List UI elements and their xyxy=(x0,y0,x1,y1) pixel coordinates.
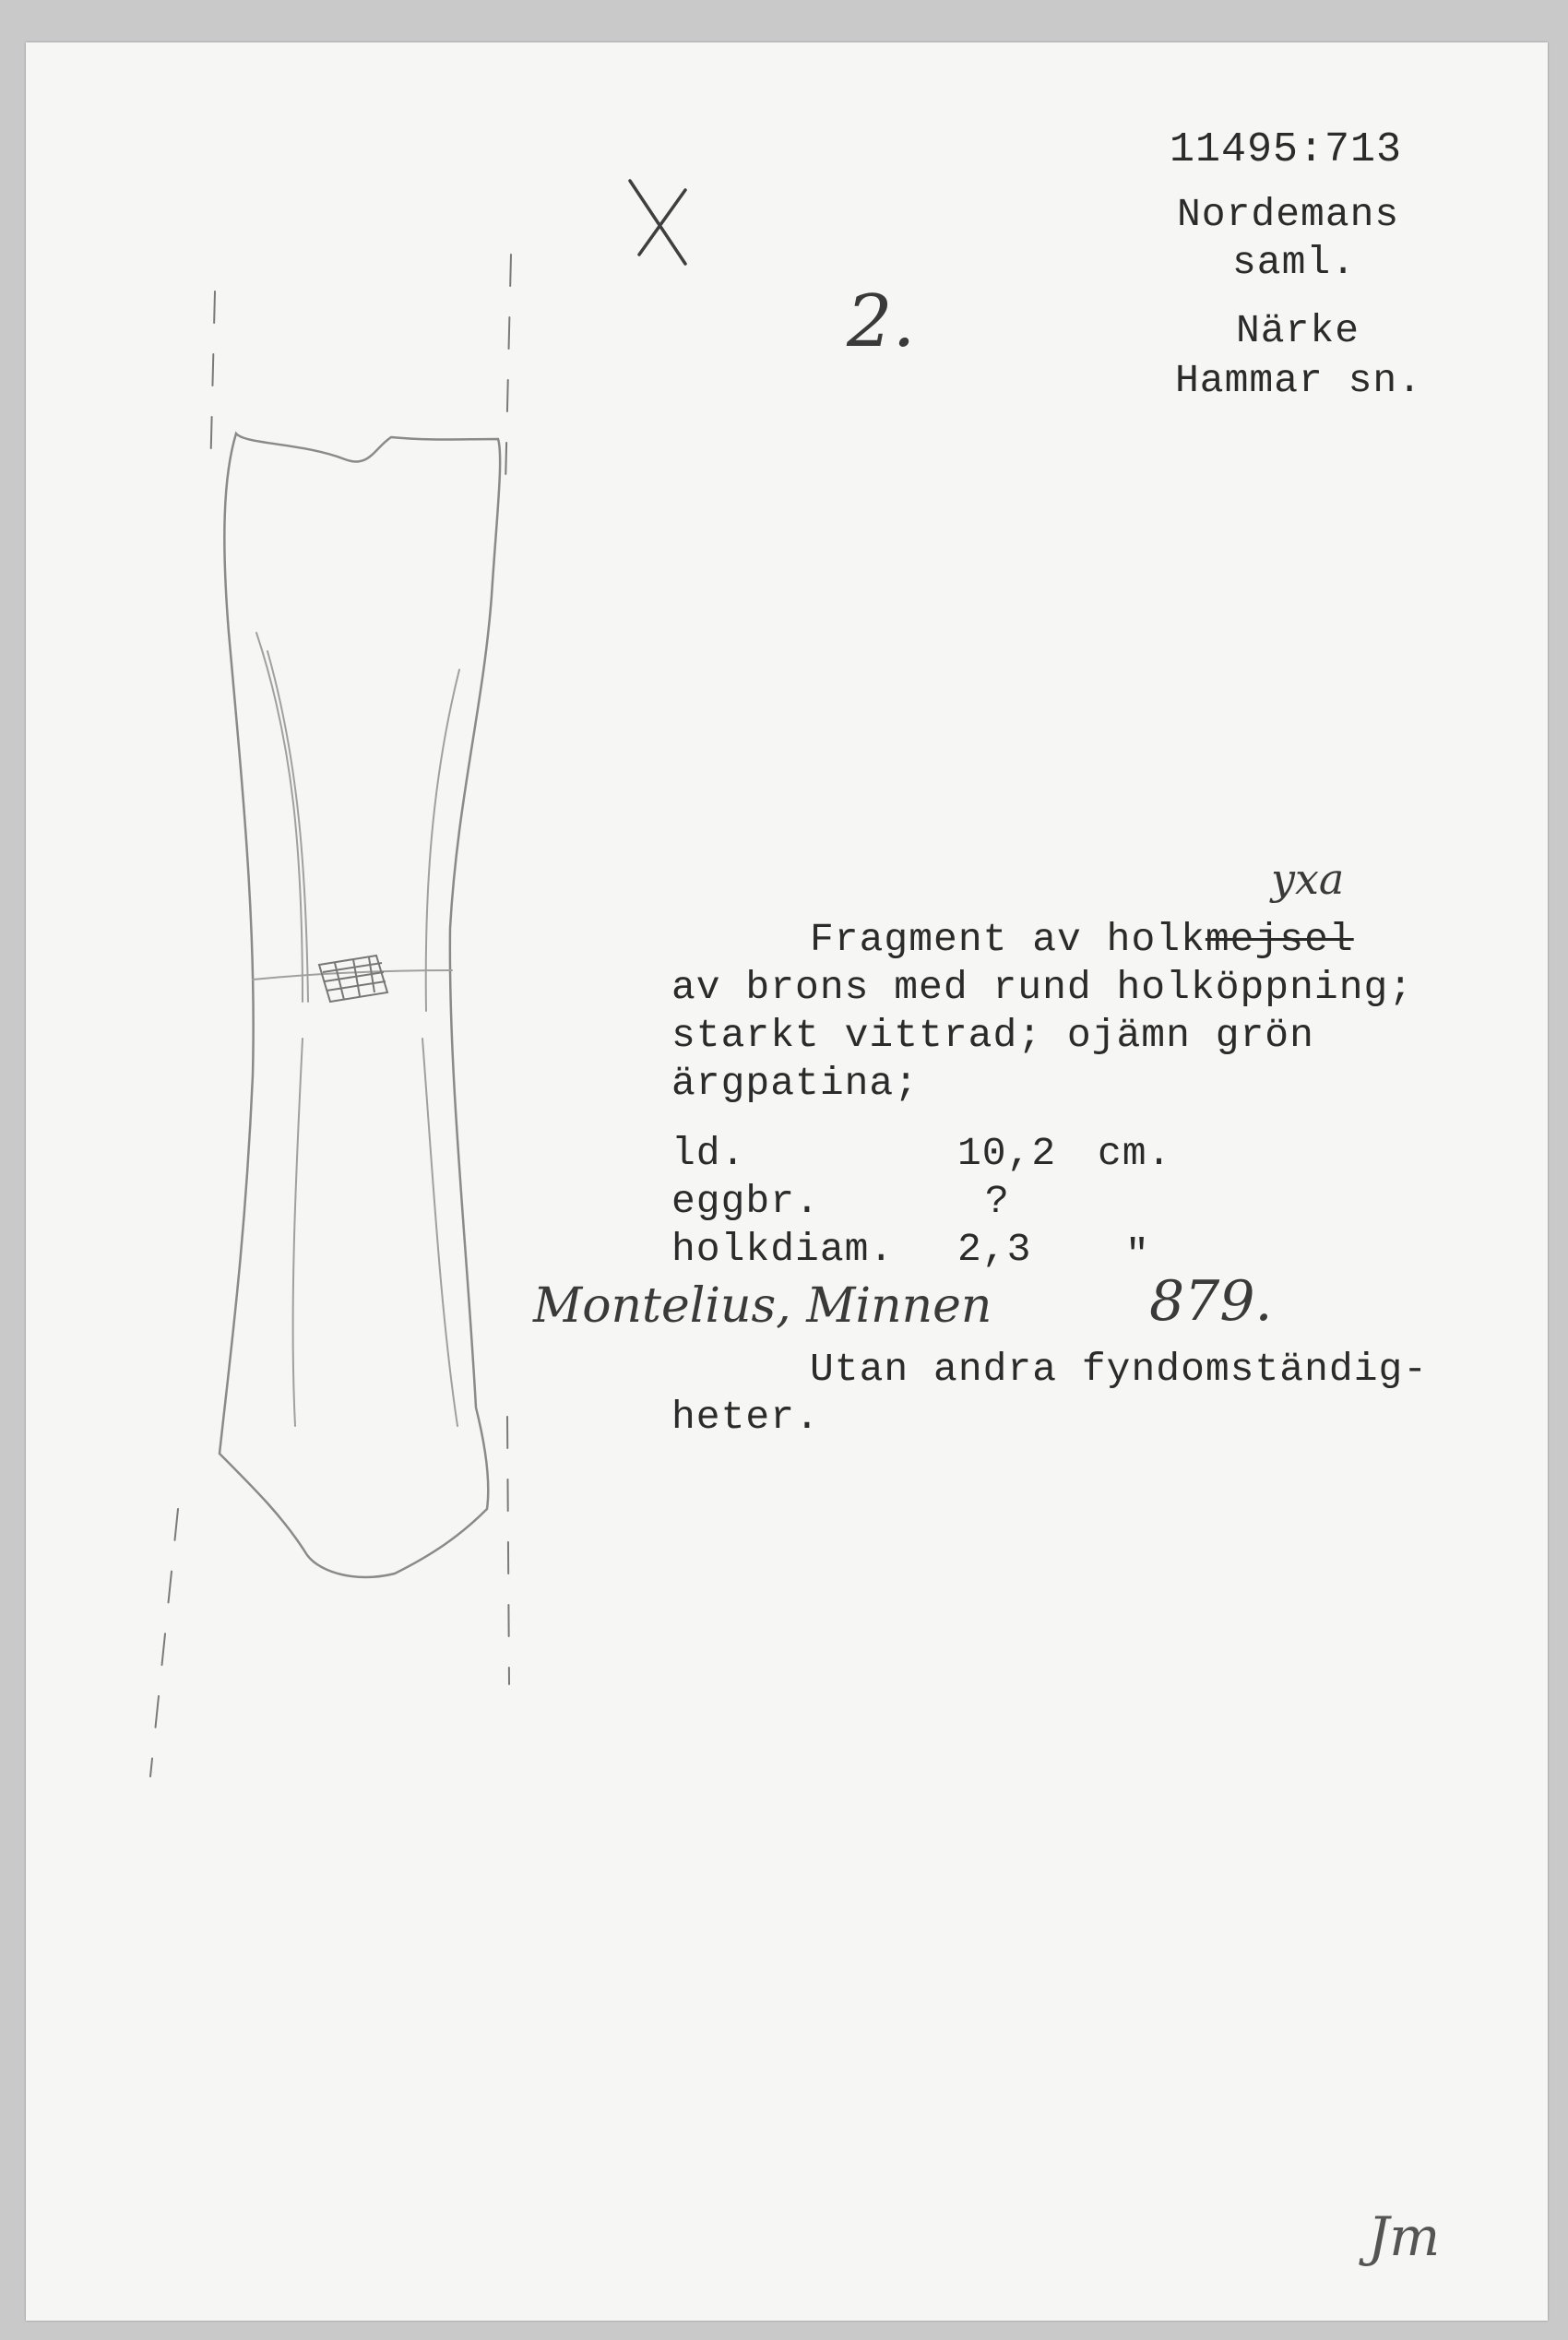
measurement-label: ld. xyxy=(671,1131,746,1176)
collection-line1: Nordemans xyxy=(1177,192,1400,237)
catalog-number: 11495:713 xyxy=(1170,126,1403,173)
correction-text: yxa xyxy=(1271,854,1345,904)
description-line1-start: Fragment av holk xyxy=(810,917,1206,962)
measurement-label: holkdiam. xyxy=(671,1227,895,1272)
measurement-unit: " xyxy=(1125,1232,1150,1277)
notes-line2: heter. xyxy=(671,1395,820,1440)
description-line2: av brons med rund holköppning; xyxy=(671,965,1414,1010)
initials: Jm xyxy=(1368,2205,1441,2268)
measurement-value: 10,2 xyxy=(957,1131,1057,1176)
province: Närke xyxy=(1236,308,1360,353)
parish: Hammar sn. xyxy=(1175,358,1423,403)
description-line1 xyxy=(810,917,1354,963)
measurement-value: 2,3 xyxy=(957,1227,1032,1272)
notes-line1: Utan andra fyndomständig- xyxy=(810,1347,1429,1392)
description-line3: starkt vittrad; ojämn grön xyxy=(671,1013,1314,1058)
struck-word: mejsel xyxy=(1205,917,1354,962)
catalog-card xyxy=(26,42,1548,2321)
measurement-value: ? xyxy=(985,1179,1010,1224)
reference-text: Montelius, Minnen xyxy=(533,1278,992,1334)
number-mark: 2. xyxy=(847,280,916,363)
description-line4: ärgpatina; xyxy=(671,1061,920,1106)
measurement-unit: cm. xyxy=(1098,1131,1172,1176)
reference-number: 879. xyxy=(1149,1269,1273,1334)
cross-mark xyxy=(630,181,685,264)
collection-line2: saml. xyxy=(1232,240,1357,285)
measurement-label: eggbr. xyxy=(671,1179,820,1224)
